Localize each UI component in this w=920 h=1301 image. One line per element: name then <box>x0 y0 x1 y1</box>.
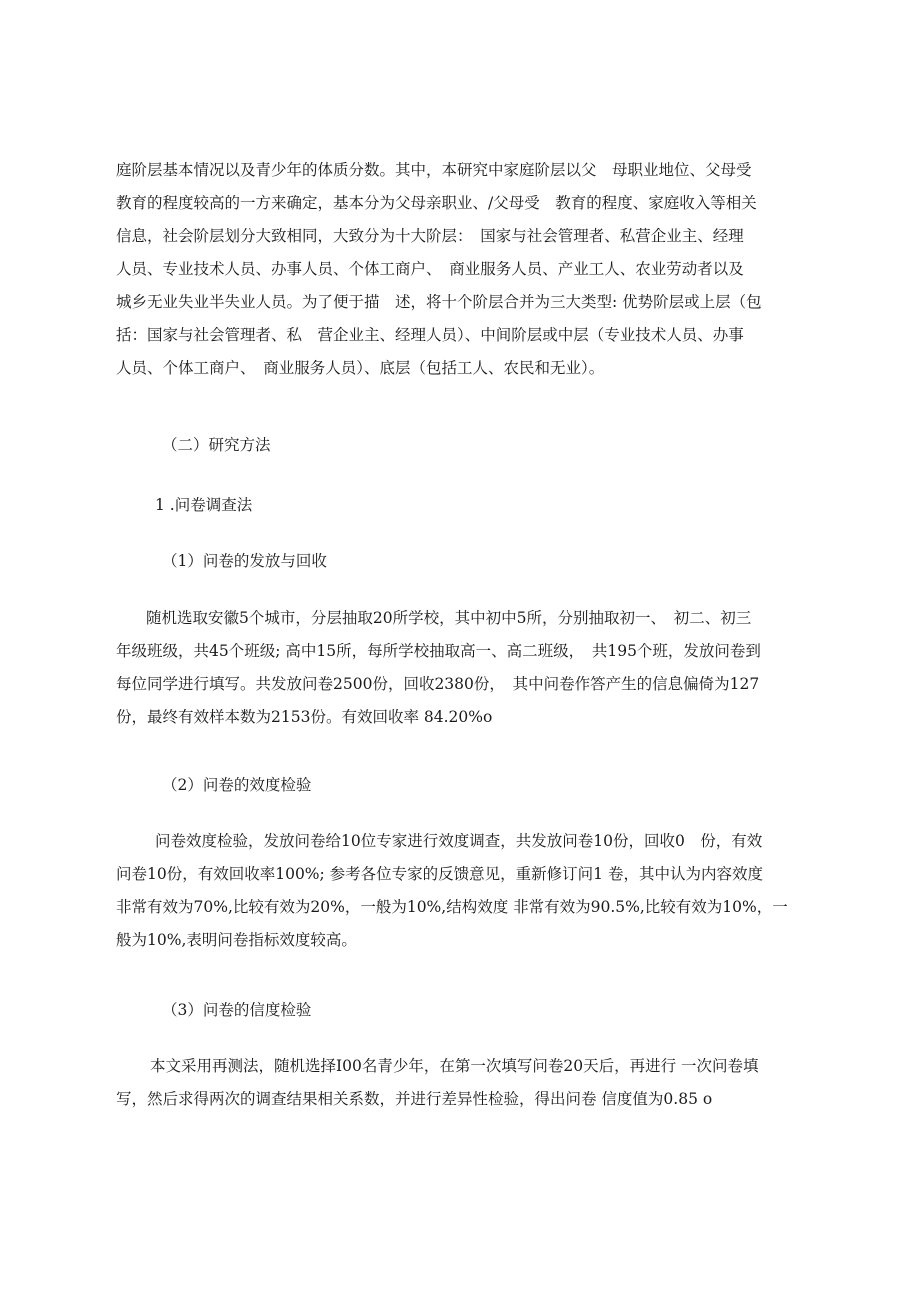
text-line: 括：国家与社会管理者、私 营企业主、经理人员）、中间阶层或中层（专业技术人员、办事 <box>116 326 744 344</box>
text-line: 份，最终有效样本数为2153份。有效回收率 84.20%o <box>116 708 493 726</box>
text-line: 信息，社会阶层划分大致相同，大致分为十大阶层： 国家与社会管理者、私营企业主、经理 <box>116 227 744 245</box>
text-line: 本文采用再测法，随机选择I00名青少年，在第一次填写问卷20天后，再进行 一次问卷填 <box>150 1057 759 1075</box>
subheading-validity: （2）问卷的效度检验 <box>162 776 312 794</box>
subheading-distribution: （1）问卷的发放与回收 <box>162 552 327 570</box>
text-line: 随机选取安徽5个城市，分层抽取20所学校，其中初中5所，分别抽取初一、 初二、初三 <box>146 609 752 627</box>
text-line: 年级班级，共45个班级; 高中15所，每所学校抽取高一、高二班级， 共195个班，发放问卷到 <box>116 642 761 660</box>
text-line: 写，然后求得两次的调查结果相关系数，并进行差异性检验，得出问卷 信度值为0.85 o <box>116 1090 713 1108</box>
text-line: 人员、个体工商户、 商业服务人员）、底层（包括工人、农民和无业）。 <box>116 359 605 377</box>
paragraph-reliability <box>116 1052 816 1114</box>
paragraph-distribution <box>116 604 816 732</box>
subsection-heading-questionnaire: 1 .问卷调查法 <box>155 496 253 514</box>
text-line: 问卷效度检验，发放问卷给10位专家进行效度调查，共发放问卷10份，回收0 份，有效 <box>155 832 763 850</box>
text-line: 每位同学进行填写。共发放问卷2500份，回收2380份， 其中问卷作答产生的信息偏倚为127 <box>116 675 760 693</box>
paragraph-validity <box>116 827 816 955</box>
text-line: 般为10%,表明问卷指标效度较高。 <box>116 931 357 949</box>
text-line: 问卷10份，有效回收率100%; 参考各位专家的反馈意见，重新修订问1 卷，其中认为内容效度 <box>116 865 763 883</box>
text-line: 庭阶层基本情况以及青少年的体质分数。其中，本研究中家庭阶层以父 母职业地位、父母受 <box>116 161 752 179</box>
text-line: 城乡无业失业半失业人员。为了便于描 述，将十个阶层合并为三大类型: 优势阶层或上层（包 <box>116 293 762 311</box>
text-line: 非常有效为70%,比较有效为20%，一般为10%,结构效度 非常有效为90.5%,比较有效为10%，一 <box>116 898 788 916</box>
paragraph-class-definition <box>116 156 816 383</box>
text-line: 教育的程度较高的一方来确定，基本分为父母亲职业、/父母受 教育的程度、家庭收入等相关 <box>116 194 757 212</box>
text-line: 人员、专业技术人员、办事人员、个体工商户、 商业服务人员、产业工人、农业劳动者以及 <box>116 260 744 278</box>
section-heading-research-method: （二）研究方法 <box>162 436 271 454</box>
subheading-reliability: （3）问卷的信度检验 <box>162 1001 312 1019</box>
